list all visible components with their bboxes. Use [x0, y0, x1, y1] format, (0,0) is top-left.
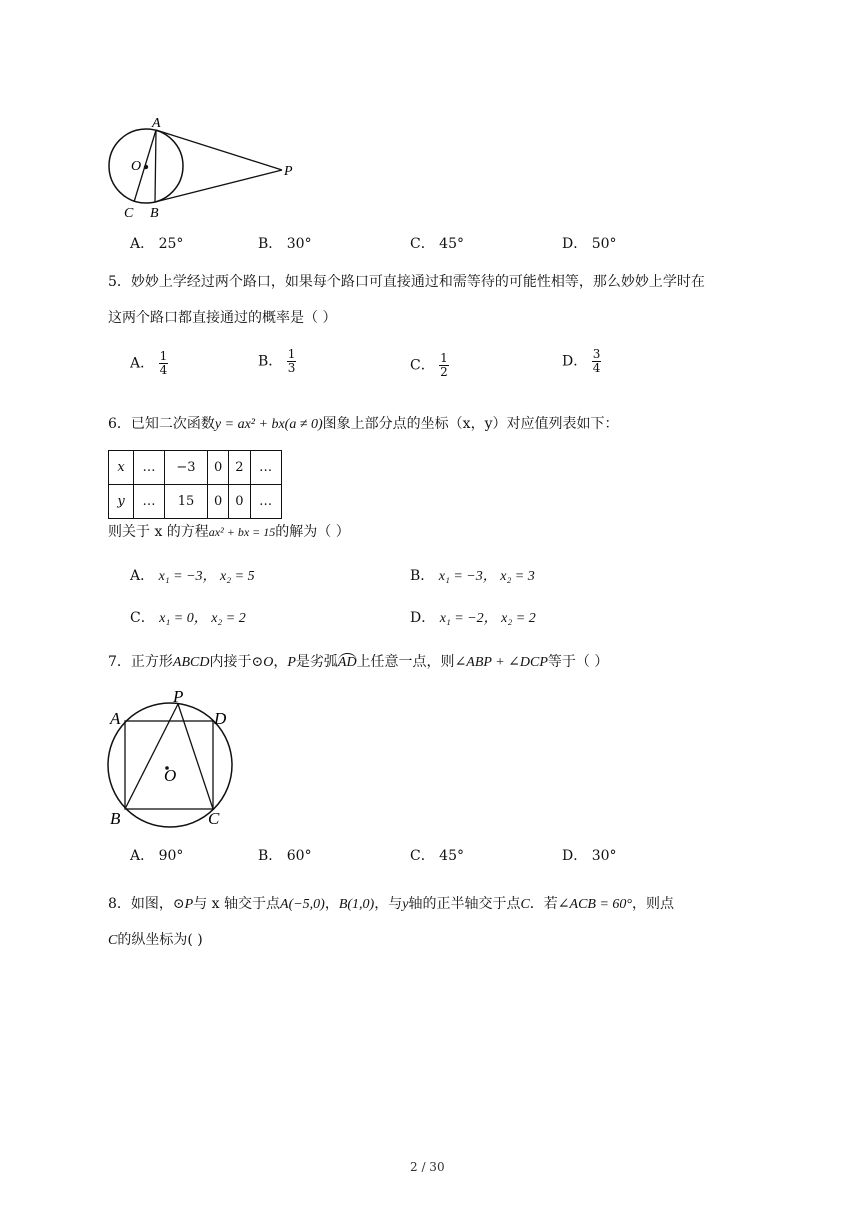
q7-option-b: B． 60° — [258, 848, 312, 864]
q5-stem-line1: 5．妙妙上学经过两个路口，如果每个路口可直接通过和需等待的可能性相等，那么妙妙上学时在 — [108, 274, 705, 290]
q4-label-b: B — [150, 206, 159, 221]
q7-option-c: C． 45° — [410, 848, 464, 864]
q6-stem-line2: 则关于 x 的方程ax² + bx = 15的解为（ ） — [108, 524, 350, 540]
q7-square — [125, 721, 213, 809]
q6-equation: ax² + bx = 15 — [208, 525, 276, 539]
q4-figure — [100, 112, 310, 224]
q6-value-table — [108, 450, 282, 519]
q7-line-bp — [125, 704, 178, 809]
q7-option-a: A． 90° — [130, 848, 184, 864]
q4-option-c: C． 45° — [410, 236, 464, 252]
q5-option-c: C． $\frac{1}{2}$ — [410, 351, 448, 379]
q4-label-a: A — [152, 116, 161, 131]
q7-label-a: A — [110, 709, 121, 728]
q7-option-d: D． 30° — [562, 848, 617, 864]
q4-center-dot — [144, 165, 148, 169]
table-row: x … −3 0 2 … — [109, 451, 282, 485]
q5-stem-line2: 这两个路口都直接通过的概率是（ ） — [108, 310, 337, 326]
q7-stem: 7．正方形ABCD内接于⊙O，P是劣弧AD上任意一点，则∠ABP + ∠DCP等于（ ） — [108, 654, 609, 670]
q8-stem-line1: 8．如图，⊙P与 x 轴交于点A(−5,0)，B(1,0)，与y轴的正半轴交于点C．若∠ACB = 60°，则点 — [108, 896, 675, 912]
q7-label-b: B — [110, 809, 121, 828]
page-number: 2 / 30 — [410, 1160, 445, 1174]
q4-label-o: O — [131, 159, 142, 174]
q4-chord-ab — [155, 130, 156, 202]
q6-option-c: C． x₁ = 0， x₂ = 2 — [130, 610, 246, 626]
q6-stem-line1: 6．已知二次函数y = ax² + bx(a ≠ 0)图象上部分点的坐标（x，y）对应值列表如下： — [108, 416, 619, 432]
q5-fraction-d: $\frac{3}{4}$ — [592, 347, 601, 375]
q4-label-c: C — [124, 206, 134, 221]
q6-option-d: D． x₁ = −2， x₂ = 2 — [410, 610, 536, 626]
q6-option-a: A． x₁ = −3， x₂ = 5 — [130, 568, 255, 584]
table-row: y … 15 0 0 … — [109, 485, 282, 519]
q6-option-b: B． x₁ = −3， x₂ = 3 — [410, 568, 535, 584]
q5-fraction-c: $\frac{1}{2}$ — [440, 351, 448, 379]
q4-label-p: P — [284, 164, 293, 179]
q7-label-d: D — [214, 709, 227, 728]
q5-option-b: B． $\frac{1}{3}$ — [258, 347, 296, 375]
q5-option-d: D． $\frac{3}{4}$ — [562, 347, 601, 375]
q5-fraction-a: $\frac{1}{4}$ — [159, 349, 168, 377]
q7-label-o: O — [164, 766, 177, 785]
q6-function: y = ax² + bx(a ≠ 0) — [214, 417, 323, 432]
q7-label-p: P — [173, 687, 184, 706]
q7-figure — [100, 684, 240, 830]
q5-fraction-b: $\frac{1}{3}$ — [287, 347, 296, 375]
q4-tangent-pa — [156, 130, 282, 170]
q7-line-cp — [178, 704, 213, 809]
q4-option-d: D． 50° — [562, 236, 617, 252]
q8-stem-line2: C的纵坐标为( ) — [108, 932, 203, 948]
q5-option-a: A． $\frac{1}{4}$ — [130, 349, 168, 377]
q7-arc-ad: AD — [337, 655, 357, 670]
q4-option-a: A． 25° — [130, 236, 184, 252]
q7-label-c: C — [208, 809, 220, 828]
q4-option-b: B． 30° — [258, 236, 312, 252]
q4-tangent-pb — [155, 170, 282, 202]
